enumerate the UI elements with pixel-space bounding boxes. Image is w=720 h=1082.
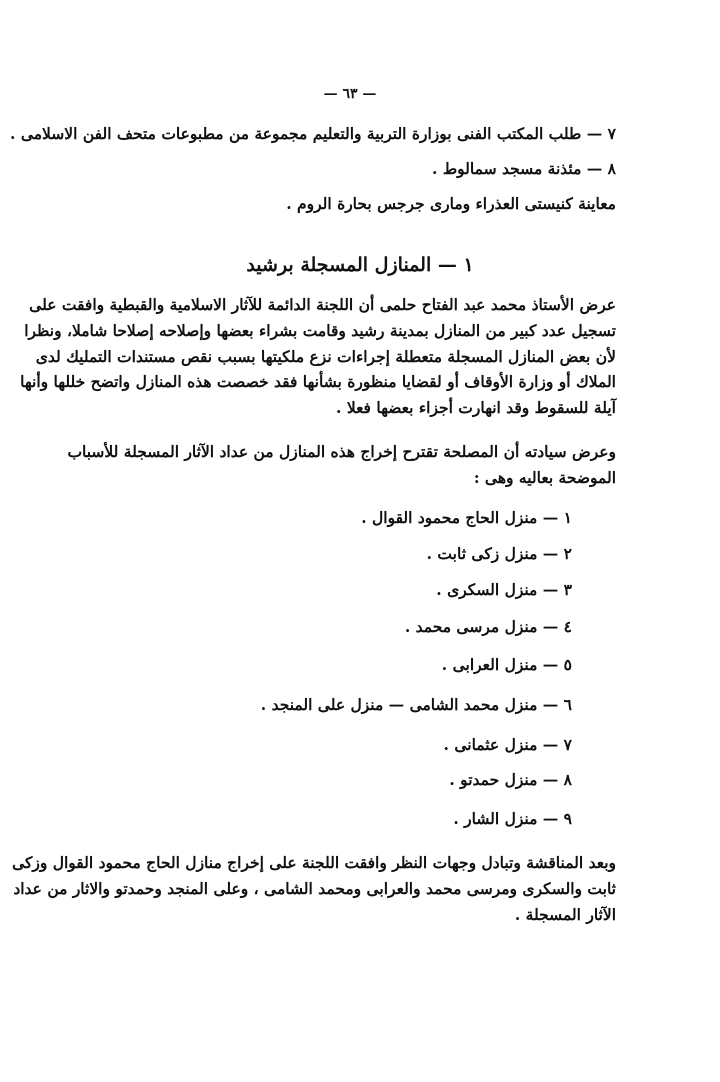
paragraph-3-line: وبعد المناقشة وتبادل وجهات النظر وافقت اللجنة على إخراج منازل الحاج محمود القوال وزكى xyxy=(12,853,616,872)
paragraph-2-line: وعرض سيادته أن المصلحة تقترح إخراج هذه المنازل من عداد الآثار المسجلة للأسباب xyxy=(67,442,616,461)
paragraph-1-line: لأن بعض المنازل المسجلة متعطلة إجراءات نزع ملكيتها بسبب نقص مستندات التمليك لدى xyxy=(35,347,616,366)
inspection-item: معاينة كنيستى العذراء ومارى جرجس بحارة الروم . xyxy=(286,194,616,213)
paragraph-1-line: آيلة للسقوط وقد انهارت أجزاء بعضها فعلا . xyxy=(336,398,616,417)
list-item-7: ٧ — طلب المكتب الفنى بوزارة التربية والتعليم مجموعة من مطبوعات متحف الفن الاسلامى . xyxy=(10,124,616,143)
house-list-item: ٧ — منزل عثمانى . xyxy=(443,735,572,754)
list-item-8: ٨ — مئذنة مسجد سمالوط . xyxy=(432,159,616,178)
paragraph-2-line: الموضحة بعاليه وهى : xyxy=(473,468,616,487)
house-list-item: ٤ — منزل مرسى محمد . xyxy=(404,617,572,636)
house-list-item: ٨ — منزل حمدتو . xyxy=(449,770,572,789)
house-list-item: ٩ — منزل الشار . xyxy=(453,809,572,828)
page-number: — ٦٣ — xyxy=(323,86,377,102)
house-list-item: ٢ — منزل زكى ثابت . xyxy=(426,544,572,563)
paragraph-1-line: عرض الأستاذ محمد عبد الفتاح حلمى أن اللجنة الدائمة للآثار الاسلامية والقبطية وافقت على xyxy=(29,295,616,314)
paragraph-1-line: تسجيل عدد كبير من المنازل بمدينة رشيد وقامت بشراء بعضها وإصلاحه إصلاحا شاملا، ونظرا xyxy=(24,321,616,340)
house-list-item: ٥ — منزل العرابى . xyxy=(441,655,572,674)
house-list-item: ٦ — منزل محمد الشامى — منزل على المنجد . xyxy=(260,695,572,714)
house-list-item: ٣ — منزل السكرى . xyxy=(436,580,572,599)
paragraph-3-line: الآثار المسجلة . xyxy=(514,905,616,924)
paragraph-3-line: ثابت والسكرى ومرسى محمد والعرابى ومحمد الشامى ، وعلى المنجد وحمدتو والاثار من عداد xyxy=(13,879,616,898)
section-title: ١ — المنازل المسجلة برشيد xyxy=(246,254,474,276)
paragraph-1-line: الملاك أو وزارة الأوقاف أو لقضايا منظورة بشأنها فقد خصصت هذه المنازل واتضح خللها وأنها xyxy=(20,372,616,391)
house-list-item: ١ — منزل الحاج محمود القوال . xyxy=(361,508,572,527)
